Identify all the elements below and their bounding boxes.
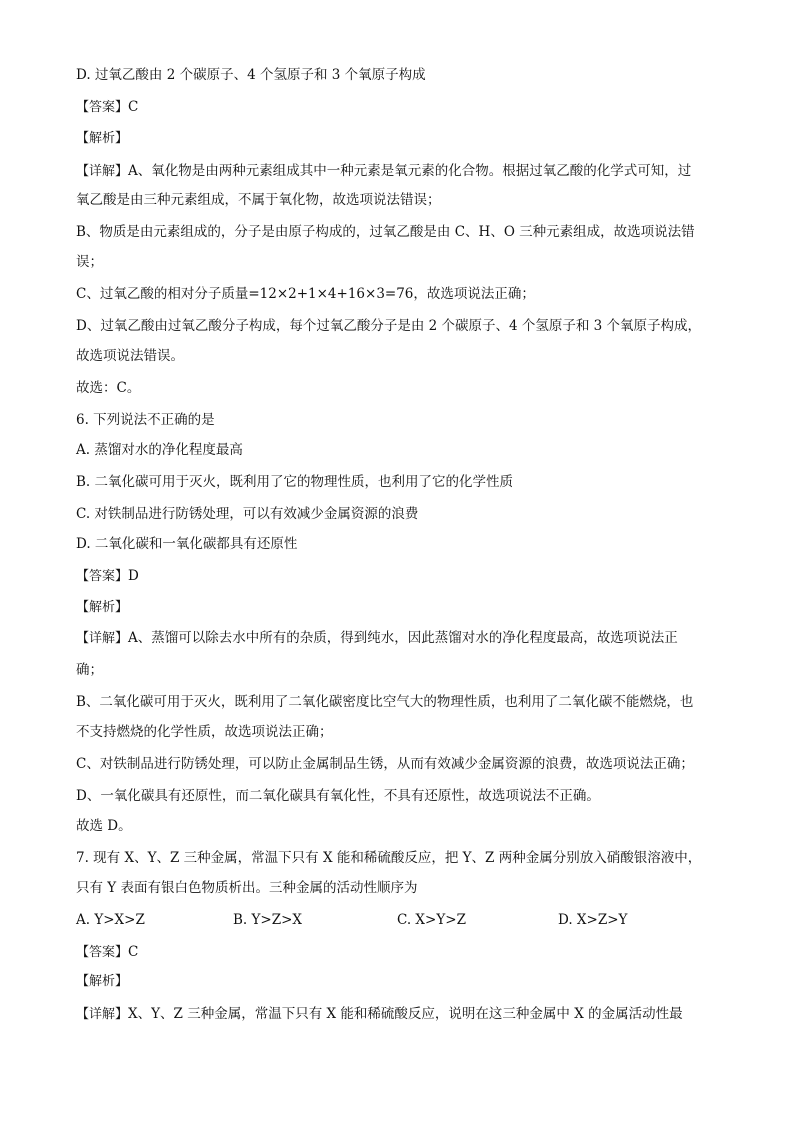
q6-detail-line: 【详解】A、蒸馏可以除去水中所有的杂质，得到纯水，因此蒸馏对水的净化程度最高，故选项说法正: [76, 630, 678, 646]
q5-detail-line: 误；: [76, 254, 103, 270]
q7-analysis-label: 【解析】: [76, 974, 129, 989]
q5-detail-line: 【详解】A、氧化物是由两种元素组成其中一种元素是氧元素的化合物。根据过氧乙酸的化学式可知，过: [76, 163, 692, 179]
q6-analysis-label: 【解析】: [76, 600, 129, 615]
q6-detail-line: 不支持燃烧的化学性质，故选项说法正确；: [76, 724, 333, 740]
q7-option-a: A. Y>X>Z: [76, 912, 145, 928]
q6-option-b: B. 二氧化碳可用于灭火，既利用了它的物理性质，也利用了它的化学性质: [76, 474, 514, 490]
q7-option-c: C. X>Y>Z: [397, 912, 466, 928]
q7-option-b: B. Y>Z>X: [233, 912, 303, 928]
answer-value: C: [128, 99, 139, 115]
answer-value: C: [128, 944, 139, 960]
q6-detail-line: 确；: [76, 662, 103, 678]
q7-stem-line: 只有 Y 表面有银白色物质析出。三种金属的活动性顺序为: [76, 880, 418, 896]
q5-detail-line: 氧乙酸是由三种元素组成，不属于氧化物，故选项说法错误；: [76, 192, 441, 208]
q6-conclusion: 故选 D。: [76, 818, 132, 834]
q5-answer: [76, 97, 726, 118]
q6-detail-line: C、对铁制品进行防锈处理，可以防止金属制品生锈，从而有效减少金属资源的浪费，故选项说法正确；: [76, 756, 694, 772]
q6-option-a: A. 蒸馏对水的净化程度最高: [76, 442, 243, 458]
answer-label: 【答案】: [76, 945, 129, 960]
q6-stem: 6. 下列说法不正确的是: [76, 412, 215, 428]
q6-detail-line: B、二氧化碳可用于灭火，既利用了二氧化碳密度比空气大的物理性质，也利用了二氧化碳不能燃烧，也: [76, 694, 694, 710]
q5-detail-line: 故选项说法错误。: [76, 348, 184, 364]
q6-answer: [76, 566, 726, 587]
detail-label: 【详解】: [76, 631, 129, 646]
q5-detail-line: C、过氧乙酸的相对分子质量=12×2+1×4+16×3=76，故选项说法正确；: [76, 286, 535, 302]
detail-label: 【详解】: [76, 1007, 129, 1022]
q7-stem-line: 7. 现有 X、Y、Z 三种金属，常温下只有 X 能和稀硫酸反应，把 Y、Z 两种金属分别放入硝酸银溶液中，: [76, 850, 702, 866]
q6-option-c: C. 对铁制品进行防锈处理，可以有效减少金属资源的浪费: [76, 506, 419, 522]
answer-label: 【答案】: [76, 569, 129, 584]
q5-detail-line: D、过氧乙酸由过氧乙酸分子构成，每个过氧乙酸分子是由 2 个碳原子、4 个氢原子和 3 个氧原子构成，: [76, 318, 702, 334]
answer-label: 【答案】: [76, 100, 129, 115]
q6-option-d: D. 二氧化碳和一氧化碳都具有还原性: [76, 536, 298, 552]
q5-detail-line: B、物质是由元素组成的，分子是由原子构成的，过氧乙酸是由 C、H、O 三种元素组成，故选项说法错: [76, 224, 695, 240]
q5-conclusion: 故选：C。: [76, 380, 141, 396]
q5-analysis-label: 【解析】: [76, 131, 129, 146]
detail-label: 【详解】: [76, 164, 129, 179]
q7-answer: [76, 942, 726, 963]
answer-value: D: [128, 568, 139, 584]
q5-option-d: D. 过氧乙酸由 2 个碳原子、4 个氢原子和 3 个氧原子构成: [76, 67, 426, 83]
q6-detail-line: D、一氧化碳具有还原性，而二氧化碳具有氧化性，不具有还原性，故选项说法不正确。: [76, 788, 600, 804]
q7-option-d: D. X>Z>Y: [558, 912, 628, 928]
q7-detail-line: 【详解】X、Y、Z 三种金属，常温下只有 X 能和稀硫酸反应，说明在这三种金属中 X 的金属活动性最: [76, 1006, 683, 1022]
